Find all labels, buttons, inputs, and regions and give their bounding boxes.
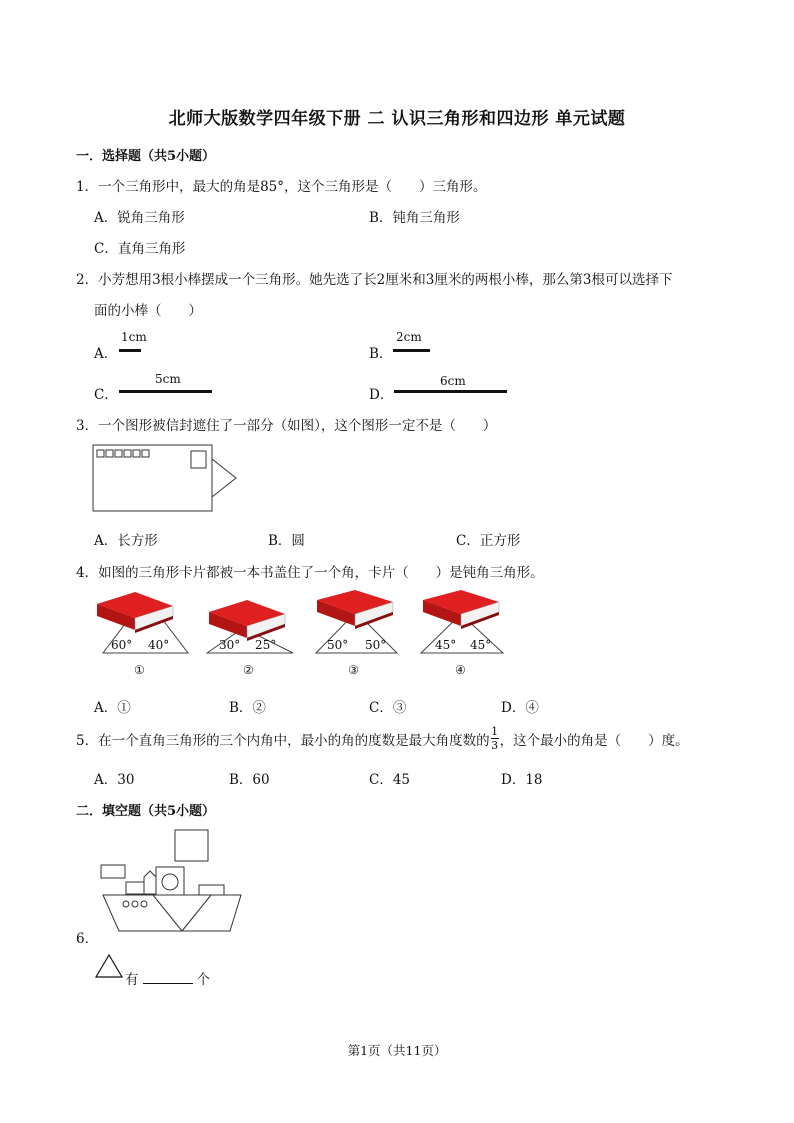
q2-option-a[interactable]: A． [94, 346, 118, 362]
page-title: 北师大版数学四年级下册 二 认识三角形和四边形 单元试题 [168, 109, 626, 129]
q6-has-text: 有 [125, 972, 139, 988]
card-1-right-angle: 40° [148, 638, 170, 652]
q2-option-d[interactable]: D． [369, 387, 394, 403]
ship-shapes-figure [96, 828, 246, 938]
q4-option-d[interactable]: D．④ [501, 700, 539, 716]
q3-option-b[interactable]: B．圆 [268, 533, 305, 549]
q5-option-c[interactable]: C．45 [369, 772, 411, 788]
hidden-shape-corner [212, 459, 236, 497]
q5-option-b[interactable]: B．60 [229, 772, 270, 788]
q3-option-a[interactable]: A．长方形 [94, 533, 158, 549]
q1-option-a[interactable]: A．锐角三角形 [94, 210, 185, 226]
circle-shape [162, 874, 178, 890]
q1-option-c[interactable]: C．直角三角形 [94, 241, 186, 257]
q2-stick-c-label: 5cm [155, 372, 181, 386]
card-3-right-angle: 50° [365, 638, 387, 652]
triangle-card-2 [203, 590, 303, 682]
q2-stick-b [393, 349, 430, 352]
q3-option-c[interactable]: C．正方形 [456, 533, 521, 549]
card-1-left-angle: 60° [111, 638, 133, 652]
q6-answer-blank[interactable] [143, 971, 193, 984]
triangle-icon [94, 953, 124, 979]
envelope-figure [92, 444, 242, 512]
rectangle-shape [101, 865, 125, 878]
q1-option-b[interactable]: B．钝角三角形 [369, 210, 460, 226]
section-heading-fill: 二．填空题（共5小题） [76, 804, 216, 819]
card-3-left-angle: 50° [327, 638, 349, 652]
question-2-text-line1: 2．小芳想用3根小棒摆成一个三角形。她先选了长2厘米和3厘米的两根小棒，那么第3根可以选择下 [76, 272, 673, 288]
book-over-triangle-icon [203, 590, 303, 656]
question-1-text: 1．一个三角形中，最大的角是85°，这个三角形是（ ）三角形。 [76, 179, 487, 195]
card-2-left-angle: 30° [219, 638, 241, 652]
triangle-card-1 [93, 590, 193, 682]
q5-option-a[interactable]: A．30 [94, 772, 135, 788]
q2-stick-d-label: 6cm [440, 374, 466, 388]
q6-unit-text: 个 [196, 972, 210, 988]
card-4-left-angle: 45° [435, 638, 457, 652]
book-over-triangle-icon [417, 590, 517, 656]
q5-text-after: ，这个最小的角是（ ）度。 [499, 732, 689, 749]
rectangle-shape [199, 885, 224, 895]
q2-option-c[interactable]: C． [94, 387, 118, 403]
question-5-text [76, 726, 689, 751]
card-2-right-angle: 25° [255, 638, 277, 652]
card-3-number: ③ [348, 663, 359, 677]
card-4-right-angle: 45° [470, 638, 492, 652]
q2-stick-a [119, 349, 141, 352]
q2-stick-b-label: 2cm [396, 330, 422, 344]
question-4-text: 4．如图的三角形卡片都被一本书盖住了一个角，卡片（ ）是钝角三角形。 [76, 565, 544, 581]
q2-stick-c [119, 390, 212, 393]
card-4-number: ④ [455, 663, 466, 677]
pentagon-shape [144, 871, 156, 894]
triangle-card-3 [311, 590, 411, 682]
question-6-number: 6． [76, 931, 99, 947]
rectangle-shape [126, 882, 144, 894]
q5-fraction [491, 726, 499, 751]
square-shape [175, 830, 208, 861]
question-3-text: 3．一个图形被信封遮住了一部分（如图），这个图形一定不是（ ） [76, 418, 497, 434]
triangle-card-4 [417, 590, 517, 682]
q6-answer-line [125, 968, 210, 988]
book-over-triangle-icon [311, 590, 411, 656]
q5-option-d[interactable]: D．18 [501, 772, 543, 788]
card-1-number: ① [134, 663, 145, 677]
trapezoid-hull [103, 895, 241, 931]
book-over-triangle-icon [93, 590, 193, 656]
card-2-number: ② [243, 663, 254, 677]
q2-stick-a-label: 1cm [121, 330, 147, 344]
q4-option-b[interactable]: B．② [229, 700, 266, 716]
q4-option-c[interactable]: C．③ [369, 700, 407, 716]
q5-fraction-denominator: 3 [491, 739, 499, 752]
q2-option-b[interactable]: B． [369, 346, 393, 362]
envelope-body [93, 445, 212, 511]
question-2-text-line2: 面的小棒（ ） [94, 303, 202, 319]
q5-text-before: 5．在一个直角三角形的三个内角中，最小的角的度数是最大角度数的 [76, 732, 490, 749]
q2-stick-d [394, 390, 507, 393]
page-footer: 第1页（共11页） [347, 1043, 447, 1058]
q4-option-a[interactable]: A．① [94, 700, 131, 716]
q5-fraction-numerator: 1 [491, 725, 499, 738]
section-heading-choice: 一．选择题（共5小题） [76, 149, 216, 164]
